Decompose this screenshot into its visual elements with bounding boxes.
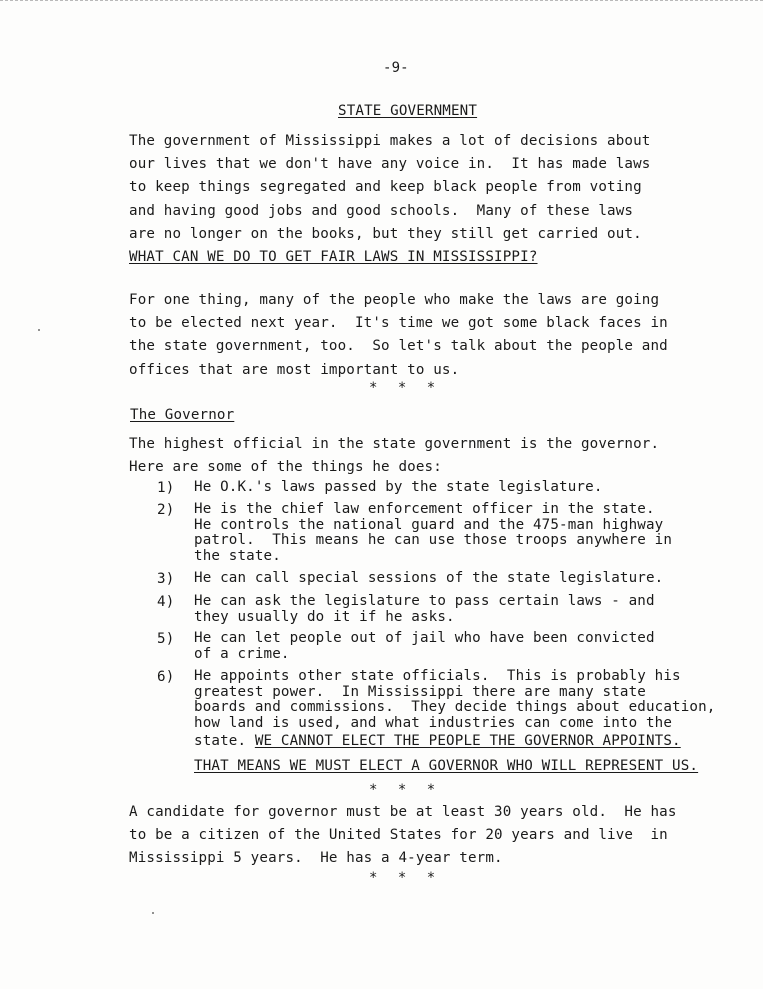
- appointees-warning: WE CANNOT ELECT THE PEOPLE THE GOVERNOR APPOINTS.: [254, 733, 681, 749]
- list-number: 3): [157, 571, 175, 587]
- paper-speck: [152, 912, 154, 914]
- text-line: they usually do it if he asks.: [194, 608, 455, 625]
- text-line: The highest official in the state government is the governor.: [129, 436, 660, 452]
- text-line: boards and commissions. They decide things about education,: [194, 699, 716, 715]
- text-line: For one thing, many of the people who make the laws are going: [129, 292, 660, 308]
- text-line: the state.: [194, 547, 281, 564]
- text-line: He can let people out of jail who have been convicted: [194, 630, 655, 646]
- intro-paragraph: [129, 130, 729, 269]
- separator-stars: * * *: [369, 782, 442, 798]
- text-line: are no longer on the books, but they still get carried out.: [129, 225, 642, 242]
- text-line: greatest power. In Mississippi there are many state: [194, 683, 646, 700]
- text-line: A candidate for governor must be at least 30 years old. He has: [129, 804, 677, 820]
- elect-representative-emphasis: THAT MEANS WE MUST ELECT A GOVERNOR WHO WILL REPRESENT US.: [194, 758, 699, 774]
- text-line: Here are some of the things he does:: [129, 459, 442, 476]
- separator-stars: * * *: [369, 870, 442, 886]
- separator-stars: * * *: [369, 380, 442, 396]
- text-line: He O.K.'s laws passed by the state legislature.: [194, 479, 603, 495]
- text-line: The government of Mississippi makes a lot of decisions about: [129, 133, 651, 149]
- text-line: to be a citizen of the United States for 20 years and live in: [129, 827, 668, 844]
- text-line: to keep things segregated and keep black people from voting: [129, 179, 642, 196]
- text-fragment: state.: [194, 733, 255, 749]
- text-line: to be elected next year. It's time we got some black faces in: [129, 315, 668, 332]
- text-line: the state government, too. So let's talk about the people and: [129, 338, 668, 355]
- page-title: STATE GOVERNMENT: [338, 103, 478, 119]
- duty-closing-line: [194, 734, 754, 750]
- text-line: offices that are most important to us.: [129, 361, 460, 378]
- text-line: He controls the national guard and the 475-man highway: [194, 516, 664, 533]
- list-number: 2): [157, 502, 175, 518]
- key-question: WHAT CAN WE DO TO GET FAIR LAWS IN MISSISSIPPI?: [129, 249, 538, 266]
- page-number: -9-: [383, 60, 409, 76]
- list-number: 1): [157, 480, 175, 496]
- paper-speck: [38, 329, 40, 331]
- list-number: 5): [157, 631, 175, 647]
- text-line: He can ask the legislature to pass certain laws - and: [194, 593, 655, 609]
- text-line: He can call special sessions of the state legislature.: [194, 570, 664, 586]
- text-line: how land is used, and what industries can come into the: [194, 714, 673, 731]
- governor-intro: [129, 433, 729, 479]
- governor-heading: The Governor: [130, 407, 235, 423]
- text-line: Mississippi 5 years. He has a 4-year term.: [129, 850, 503, 867]
- election-paragraph: [129, 289, 729, 382]
- text-line: and having good jobs and good schools. Many of these laws: [129, 202, 634, 219]
- text-line: patrol. This means he can use those troops anywhere in: [194, 532, 673, 548]
- text-line: of a crime.: [194, 645, 290, 662]
- list-number: 4): [157, 594, 175, 610]
- page-edge-border: [0, 0, 763, 7]
- text-line: our lives that we don't have any voice in. It has made laws: [129, 156, 651, 173]
- text-line: He appoints other state officials. This is probably his: [194, 668, 681, 684]
- text-line: He is the chief law enforcement officer in the state.: [194, 501, 655, 517]
- list-number: 6): [157, 669, 175, 685]
- requirements-paragraph: [129, 801, 729, 871]
